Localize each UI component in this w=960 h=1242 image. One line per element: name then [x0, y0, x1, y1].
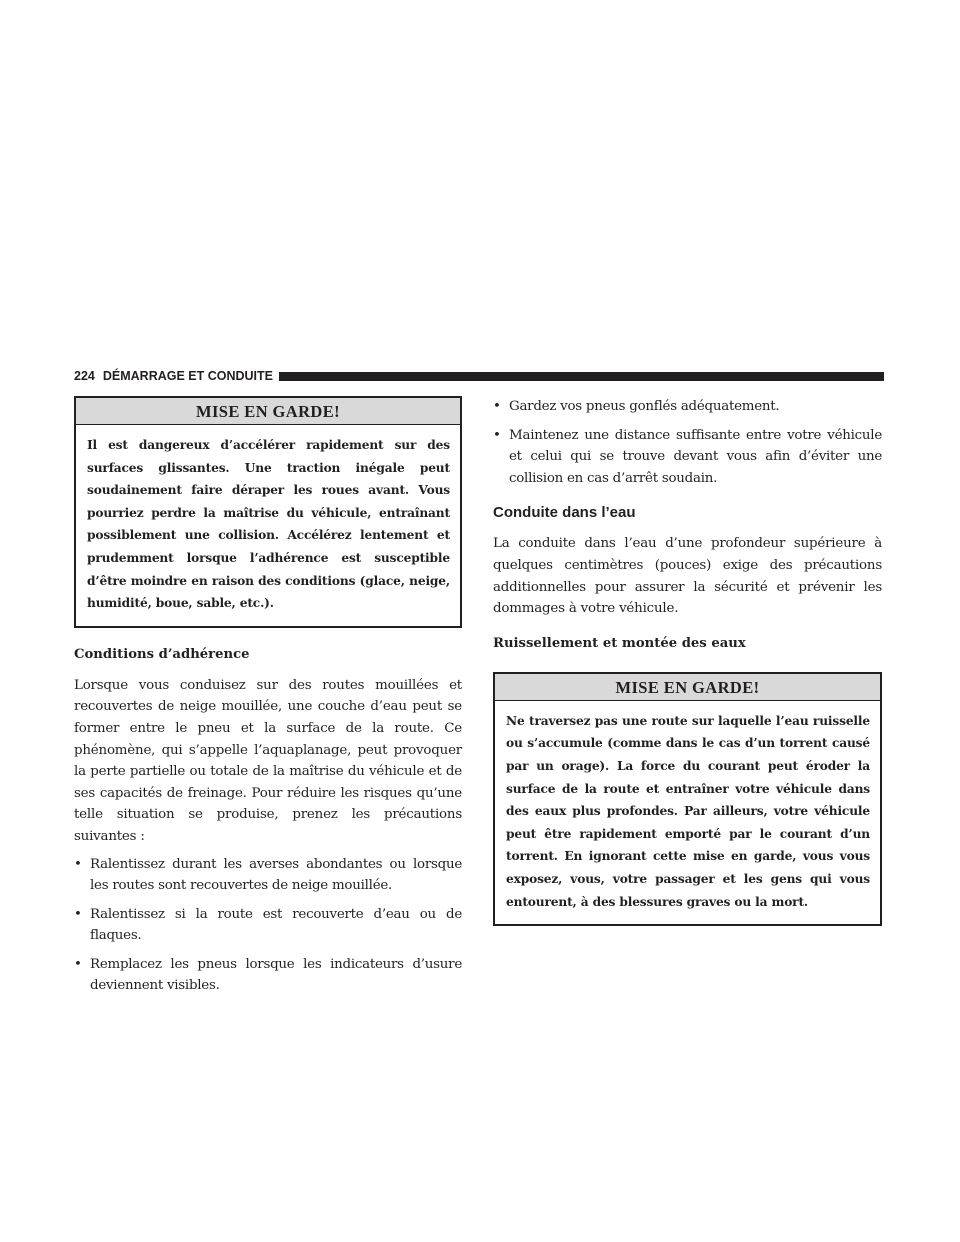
bullet-list-right [493, 396, 882, 489]
page-header [74, 365, 884, 387]
list-item [493, 396, 882, 418]
bullet-glyph: • [74, 956, 82, 972]
warning-box-flooding [493, 672, 882, 926]
list-item-text: Maintenez une distance suffisante entre votre véhicule et celui qui se trouve devant vous afin d’éviter une collision en cas d’arrêt soudain. [509, 427, 882, 486]
bullet-glyph: • [493, 427, 501, 443]
warning-text: Il est dangereux d’accélérer rapidement sur des surfaces glissantes. Une traction inégale peut soudainement faire déraper les roues avant. Vous pourriez perdre la maîtrise du véhicule, entraînant possiblement une collision. Accélérez lentement et prudemment lorsque l’adhérence est susceptible d’être moindre en raison des conditions (glace, neige, humidité, boue, sable, etc.). [87, 438, 450, 611]
section-title: DÉMARRAGE ET CONDUITE [102, 369, 274, 383]
warning-title: MISE EN GARDE! [76, 398, 460, 425]
list-item [493, 425, 882, 490]
header-rule [279, 372, 884, 381]
list-item [74, 904, 462, 947]
paragraph-water-depth: La conduite dans l’eau d’une profondeur supérieure à quelques centimètres (pouces) exige des précautions additionnelles pour assurer la sécurité et prévenir les dommages à votre véhicule. [493, 536, 882, 617]
list-item-text: Remplacez les pneus lorsque les indicateurs d’usure deviennent visibles. [90, 956, 462, 994]
bullet-glyph: • [493, 399, 501, 414]
heading-driving-in-water: Conduite dans l’eau [493, 504, 636, 522]
list-item-text: Gardez vos pneus gonflés adéquatement. [509, 399, 780, 414]
bullet-glyph: • [74, 906, 82, 922]
bullet-glyph: • [74, 856, 82, 872]
subheading-traction-conditions: Conditions d’adhérence [74, 646, 250, 662]
left-column [74, 396, 462, 997]
list-item [74, 954, 462, 997]
warning-title: MISE EN GARDE! [495, 674, 880, 701]
warning-text: Ne traversez pas une route sur laquelle l’eau ruisselle ou s’accumule (comme dans le cas d’un torrent causé par un orage). La force du courant peut éroder la surface de la route et entraîner votre véhicule dans des eaux plus profondes. Par ailleurs, votre véhicule peut être rapidement emporté par le courant d’un torrent. En ignorant cette mise en garde, vous vous exposez, vous, votre passager et les gens qui vous entourent, à des blessures graves ou la mort. [506, 713, 870, 909]
list-item [74, 854, 462, 897]
subheading-flowing-water: Ruissellement et montée des eaux [493, 635, 746, 651]
list-item-text: Ralentissez durant les averses abondantes ou lorsque les routes sont recouvertes de neige mouillée. [90, 856, 462, 894]
bullet-list-left [74, 854, 462, 998]
warning-box-acceleration [74, 396, 462, 628]
right-column [493, 396, 882, 926]
page-number: 224 [74, 369, 95, 383]
paragraph-aquaplaning: Lorsque vous conduisez sur des routes mouillées et recouvertes de neige mouillée, une couche d’eau peut se former entre le pneu et la surface de la route. Ce phénomène, qui s’appelle l’aquaplanage, peut provoquer la perte partielle ou totale de la maîtrise du véhicule et de ses capacités de freinage. Pour réduire les risques qu’une telle situation se produise, prenez les précautions suivantes : [74, 677, 462, 844]
list-item-text: Ralentissez si la route est recouverte d’eau ou de flaques. [90, 906, 462, 944]
